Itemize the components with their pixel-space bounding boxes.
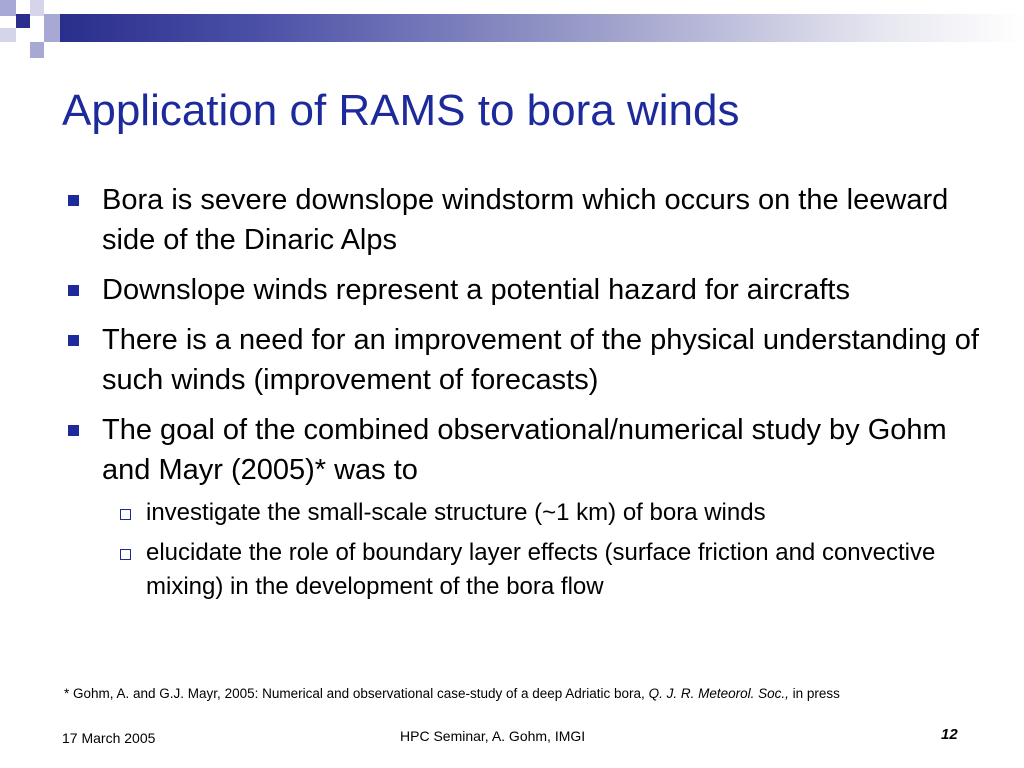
hollow-square-bullet-icon	[120, 549, 131, 560]
square-bullet-icon	[68, 195, 79, 206]
sub-bullet-text: elucidate the role of boundary layer effects (surface friction and convective mixing) in the development of the bora flow	[146, 539, 936, 600]
hollow-square-bullet-icon	[120, 509, 131, 520]
list-item	[60, 180, 980, 260]
sub-list-item	[60, 536, 980, 604]
deco-square-6	[0, 28, 16, 42]
footer-presentation-info: HPC Seminar, A. Gohm, IMGI	[400, 728, 586, 744]
slide-title: Application of RAMS to bora winds	[62, 86, 740, 135]
sub-bullet-list	[60, 496, 980, 604]
slide-number: 12	[941, 726, 958, 743]
footnote-citation: * Gohm, A. and G.J. Mayr, 2005: Numerical and observational case-study of a deep Adriatic bora,	[64, 686, 649, 701]
deco-square-3	[30, 0, 44, 16]
sub-bullet-text: investigate the small-scale structure (~1 km) of bora winds	[146, 499, 766, 526]
bullet-text: The goal of the combined observational/numerical study by Gohm and Mayr (2005)* was to	[102, 414, 947, 486]
deco-square-5	[30, 42, 44, 58]
footnote	[64, 686, 840, 701]
square-bullet-icon	[68, 285, 79, 296]
bullet-list	[60, 180, 980, 614]
footer-date: 17 March 2005	[62, 730, 156, 746]
footnote-journal: Q. J. R. Meteorol. Soc.,	[648, 686, 789, 701]
square-bullet-icon	[68, 335, 79, 346]
list-item	[60, 320, 980, 400]
bullet-text: Downslope winds represent a potential hazard for aircrafts	[102, 274, 850, 306]
deco-square-1	[0, 0, 16, 16]
bullet-text: Bora is severe downslope windstorm which occurs on the leeward side of the Dinaric Alps	[102, 184, 949, 256]
square-bullet-icon	[68, 425, 79, 436]
footnote-status: in press	[788, 686, 840, 701]
header-gradient-bar	[60, 14, 1024, 42]
deco-square-4	[44, 14, 60, 42]
list-item	[60, 410, 980, 490]
deco-square-2	[16, 14, 30, 28]
bullet-text: There is a need for an improvement of the physical understanding of such winds (improvement of forecasts)	[102, 324, 979, 396]
sub-list-item	[60, 496, 980, 530]
list-item	[60, 270, 980, 310]
